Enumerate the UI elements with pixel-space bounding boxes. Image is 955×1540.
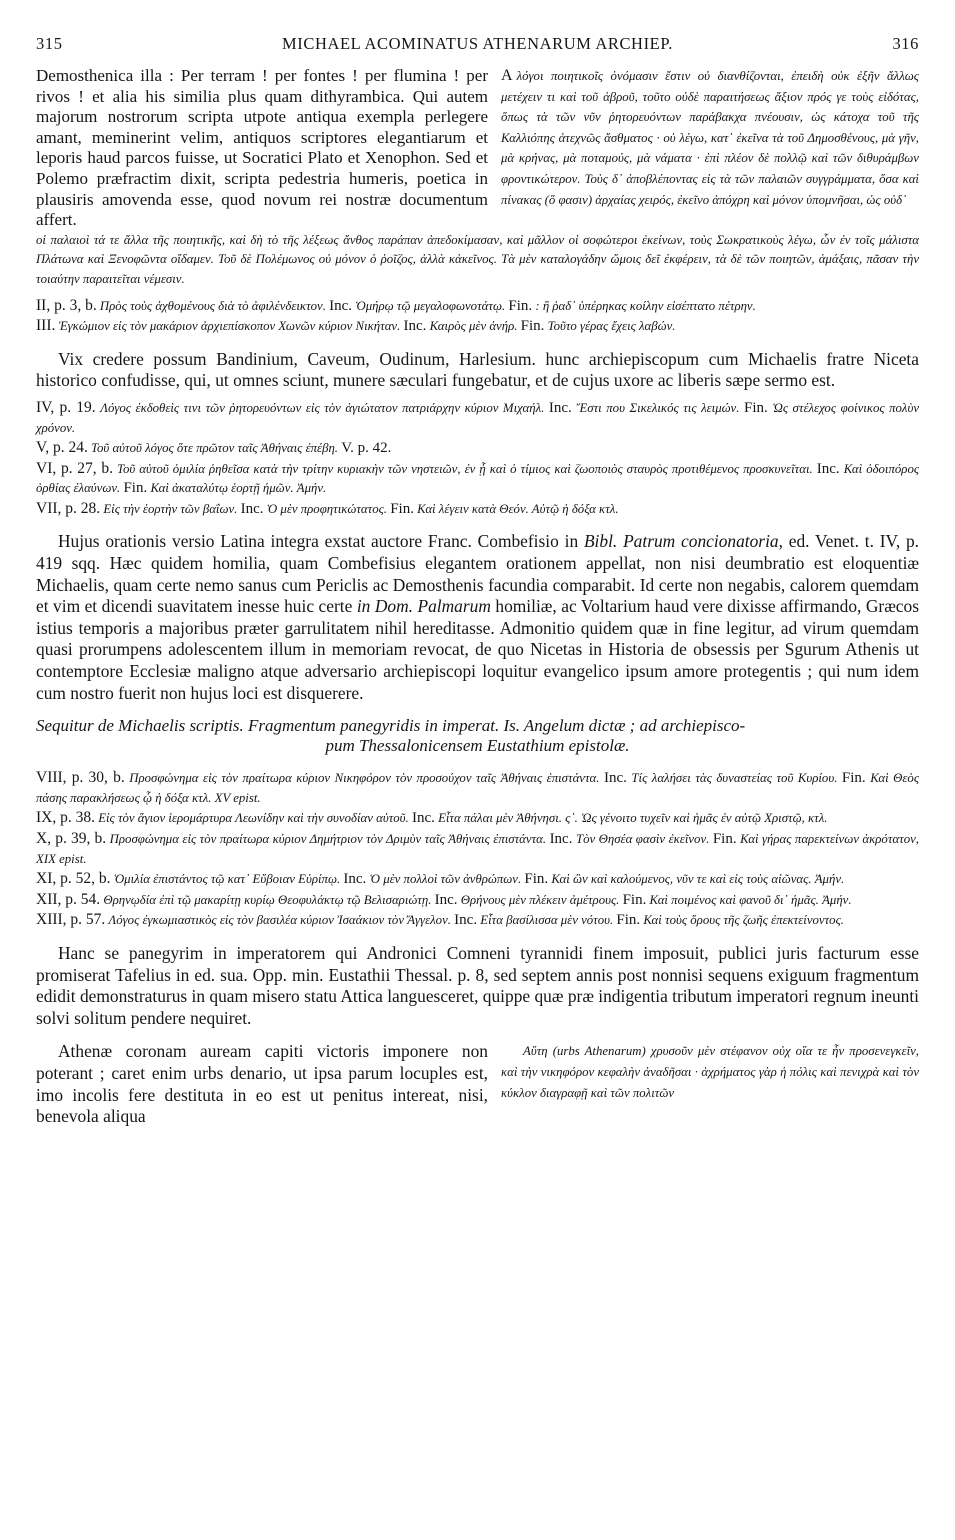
entry-finis: : ἢ ῥαδ᾽ ὑπέρηκας κοίλην εἰσέπτατο πέτρην. (535, 298, 756, 313)
catalog-entry (36, 890, 919, 911)
entry-reference: VI, p. 27, b. (36, 459, 113, 477)
entry-cross-reference: V. p. 42. (341, 440, 392, 457)
section-heading (36, 716, 919, 756)
greek-text-top-body: λόγοι ποιητικοῖς ὀνόμασιν ἔστιν οὐ διανθίζονται, ἐπειδὴ οὐκ ἐξῆν ἄλλως μετέχειν τι καὶ τοῦ ἁβροῦ, τοῦτο οὐδὲ παραιτήσεως ἄξιον πρός γε τοὺς εἰδότας, ὅπως τὰ τῶν νῦν ῥητορευόντων παράβακχα πνέουσιν, ὡς κάτοχα τοῦ τῆς Καλλιόπης ἀτεχνῶς ἄσθματος · οὐ λέγω, κατ᾽ ἐκεῖνα τὰ τοῦ Δημοσθένους, μὰ γῆν, μὰ κρήνας, μὰ ποταμούς, μὰ νάματα · ἐπὶ πλέον δὲ πολλῷ καὶ τῶν διθυράμβων φροντικώτερον. Τοὺς δ᾽ ἀποβλέποντας εἰς τὰ τῶν παλαιῶν συγγράμματα, ὅσα καὶ πίνακας (ὅ φασιν) ἀρχαίας χειρός, ἐκεῖνο ἀπόχρη καὶ μόνον ὑπομνῆσαι, ὡς οὐδ᾽ (501, 69, 919, 207)
hujus-text-3: homiliæ, ac Voltarium haud vere dixisse affirmando, Græcos istius temporis a majoribus præter garrulitatem nihil hereditasse. Admonitio quidem quæ in fine legitur, ad virum quemdam quasi prorumpens adolescentem illum in memoriam revocat, de quo Nicetas in Historia de obsessis per Sgurum Athenis ut contemptore Ecclesiæ maligno atque adversario archiepiscopi loquitur evangelico ipsum amore protegentis ; qui num idem cum nostro fuerit non hujus loci est disquerere. (36, 596, 919, 703)
greek-continuation: οἱ παλαιοὶ τά τε ἄλλα τῆς ποιητικῆς, καὶ δὴ τὸ τῆς λέξεως ἄνθος παράπαν ἀπεδοκίμασαν, καὶ μᾶλλον οἱ σοφώτεροι ἐκείνων, τοὺς Σωκρατικοὺς λέγω, ὧν ἐν τοῖς μάλιστα Πλάτωνα καὶ Ξενοφῶντα οἴδαμεν. Τοῦ δὲ Πολέμωνος οὐ μόνον ὁ ῥοῖζος, ἀλλὰ κἀκεῖνος. Τὰ μὲν καταλογάδην ὤμοις δεῖ ἐκφέρειν, τὰ δὲ τῶν ποιητῶν, ἁμάξαις, πᾶσαν τὴν τοιαύτην παραιτεῖται νέμεσιν. (36, 232, 919, 286)
entry-incipit: Καιρὸς μὲν ἀνήρ. (429, 319, 518, 334)
entry-inc-label: Inc. (434, 891, 458, 908)
greek-column-top (501, 66, 919, 210)
entry-greek-title: Προσφώνημα εἰς τὸν πραίτωρα κύριον Δημήτριον τὸν Δριμὺν ταῖς Ἀθήναις ἐπιστάντα. (109, 832, 547, 846)
catalog-entry (36, 808, 919, 829)
entry-finis: Καὶ λέγειν κατὰ Θεόν. Αὐτῷ ἡ δόξα κτλ. (417, 501, 619, 516)
entry-reference: VII, p. 28. (36, 499, 101, 517)
entries-list-a (36, 296, 919, 337)
greek-text-bottom: Αὕτη (urbs Athenarum) χρυσοῦν μὲν στέφανον οὐχ οἵα τε ἦν προσενεγκεῖν, καὶ τὴν νικηφόρον κεφαλὴν ἀναδῆσαι · ἀχρήματος γὰρ ἡ πόλις καὶ πενιχρὰ καὶ τὸν κύκλον διαγραφῇ καὶ τῶν πολιτῶν (501, 1044, 919, 1100)
book-page (36, 34, 919, 1128)
entry-inc-label: Inc. (329, 297, 353, 314)
entry-incipit: Τὸν Θησέα φασὶν ἐκεῖνον. (575, 832, 710, 846)
catalog-entry (36, 499, 919, 520)
entry-incipit: Ὁμήρῳ τῷ μεγαλοφωνοτάτῳ. (355, 298, 506, 313)
entry-fin-label: Fin. (616, 912, 641, 929)
entry-greek-title: Λόγος ἐκδοθεὶς τινι τῶν ῥητορευόντων εἰς τὸν ἁγιώτατον πατριάρχην κύριον Μιχαήλ. (100, 400, 545, 415)
entry-reference: XII, p. 54. (36, 890, 101, 908)
latin-translation-bottom: Athenæ coronam auream capiti victoris imponere non poterant ; caret enim urbs denario, ut ipsa parum locuples est, imo incolis fere destituta in eo est ut penitus intereat, nisi, benevola aliqua (36, 1041, 488, 1127)
page-number-left: 315 (36, 34, 63, 53)
catalog-entry (36, 316, 919, 337)
running-title: MICHAEL ACOMINATUS ATHENARUM ARCHIEP. (281, 34, 674, 53)
entry-incipit: Ὁ μὲν προφητικώτατος. (266, 501, 387, 516)
entry-inc-label: Inc. (240, 500, 264, 517)
entry-fin-label: Fin. (744, 399, 768, 416)
entry-finis: Καὶ Θεὸς πάσης παρακλήσεως ᾧ ἡ δόξα κτλ. XV epist. (36, 771, 920, 805)
entries-list-b (36, 398, 919, 520)
entries-list-c (36, 768, 919, 931)
entry-finis: Καὶ γήρας παρεκτείνων ἀκρότατον, XIX epist. (36, 832, 919, 866)
entry-inc-label: Inc. (603, 770, 627, 787)
catalog-entry (36, 296, 919, 317)
entry-incipit: Θρήνους μὲν πλέκειν ἀμέτρους. (460, 892, 620, 907)
entry-finis: Καὶ ὢν καὶ καλούμενος, νῦν τε καὶ εἰς τοὺς αἰῶνας. Ἀμήν. (551, 872, 845, 887)
entry-reference: V, p. 24. (36, 439, 88, 457)
entry-inc-label: Inc. (816, 460, 840, 477)
entry-inc-label: Inc. (454, 912, 478, 929)
entry-fin-label: Fin. (123, 480, 148, 497)
hujus-italic-dom-palmarum: in Dom. Palmarum (356, 596, 491, 617)
entry-fin-label: Fin. (712, 831, 737, 847)
hujus-italic-bibl: Bibl. Patrum concionatoria (583, 531, 779, 552)
catalog-entry (36, 438, 919, 459)
entry-finis: Ὡς γένοιτο τυχεῖν καὶ ἡμᾶς ἐν αὐτῷ Χριστῷ, κτλ. (581, 811, 828, 826)
catalog-entry (36, 398, 919, 438)
catalog-entry (36, 829, 919, 869)
catalog-entry (36, 768, 919, 808)
entry-reference: X, p. 39, b. (36, 830, 107, 847)
margin-letter-marker: A (501, 67, 513, 84)
page-number-right: 316 (892, 34, 919, 53)
entry-fin-label: Fin. (390, 500, 414, 517)
section-heading-line-2: pum Thessalonicensem Eustathium epistolæ. (325, 736, 630, 756)
latin-column-bottom (36, 1041, 488, 1127)
paragraph-hujus (36, 531, 919, 704)
catalog-entry (36, 459, 919, 499)
hujus-text-2: , ed. Venet. t. IV, p. 419 sqq. Hæc quidem homilia, quam Combefisius elegantem orationem appellat, non nisi deumbratio est eloquentiæ Michaelis, quam certe nemo sanus cum Periclis ac Demosthenis facundia comparabit. Id certe non negabis, calorem quemdam et vim et dicendi suavitatem inesse huic certe (36, 531, 920, 617)
greek-column-bottom (501, 1041, 919, 1103)
section-heading-line-1: Sequitur de Michaelis scriptis. Fragmentum panegyridis in imperat. Is. Angelum dictæ ; ad archiepisco- (36, 716, 746, 736)
entry-reference: XI, p. 52, b. (36, 870, 111, 888)
entry-fin-label: Fin. (520, 318, 545, 335)
entry-finis: Καὶ ποιμένος καὶ φανοῦ δι᾽ ἡμᾶς. Ἀμήν. (649, 892, 852, 907)
entry-greek-title: Εἰς τὴν ἑορτὴν τῶν βαΐων. (103, 501, 238, 516)
latin-column-top (36, 66, 488, 231)
running-header (36, 34, 919, 66)
entry-finis: Ὡς στέλεχος φοίνικος πολὺν χρόνον. (36, 400, 920, 435)
entry-finis: Καὶ ἀκαταλύτῳ ἑορτῇ ἡμῶν. Ἀμήν. (150, 481, 327, 496)
entry-incipit: Τίς λαλήσει τὰς δυναστείας τοῦ Κυρίου. (631, 771, 838, 786)
entry-incipit: Καὶ ὁδοιπόρος ὀρθίας ἐλαύνων. (36, 461, 920, 496)
greek-text-top (501, 66, 919, 210)
entry-incipit: Ἔστι που Σικελικός τις λειμών. (576, 400, 740, 415)
entry-reference: II, p. 3, b. (36, 296, 97, 314)
entry-greek-title: Τοῦ αὐτοῦ λόγος ὅτε πρῶτον ταῖς Ἀθήναις ἐπέβη. (91, 441, 338, 456)
entry-greek-title: Λόγος ἐγκωμιαστικὸς εἰς τὸν βασιλέα κύριον Ἰσαάκιον τὸν Ἄγγελον. (108, 913, 451, 928)
entry-reference: XIII, p. 57. (36, 911, 106, 929)
catalog-entry (36, 910, 919, 931)
entry-fin-label: Fin. (524, 871, 549, 888)
entry-finis: Τοῦτο γέρας ἔχεις λαβών. (547, 319, 676, 334)
paragraph-vix: Vix credere possum Bandinium, Caveum, Oudinum, Harlesium. hunc archiepiscopum cum Michaelis fratre Niceta historico confudisse, qui, ut omnes sciunt, munere sæculari fungebatur, et de cujus uxore ac liberis sæpe sermo est. (36, 348, 919, 391)
entry-greek-title: Πρὸς τοὺς ἀχθομένους διὰ τὸ ἀφιλένδεικτον. (99, 298, 326, 313)
entry-fin-label: Fin. (508, 297, 533, 314)
entry-inc-label: Inc. (548, 399, 572, 416)
entry-greek-title: Θρηνῳδία ἐπὶ τῷ μακαρίτῃ κυρίῳ Θεοφυλάκτῳ τῷ Βελισαριώτῃ. (103, 892, 432, 907)
entry-incipit: Εἶτα πάλαι μὲν Ἀθήνησι. ς᾽. (438, 811, 578, 826)
paragraph-hanc: Hanc se panegyrim in imperatorem qui Andronici Comneni tyrannidi finem imposuit, publici juris facturum esse promiserat Tafelius in ed. sua. Opp. min. Eustathii Thessal. p. 8, sed septem annis post nonnisi sequens exiguum fragmentum edidit demonstraturus in quam misero statu Attica languesceret, quippe quæ præ indigentia tributum imperatori regnum ineunti solvi solitum pendere nequiret. (36, 942, 919, 1028)
entry-reference: IX, p. 38. (36, 809, 95, 827)
catalog-entry (36, 869, 919, 890)
bottom-two-column-block (36, 1041, 919, 1127)
entry-greek-title: Τοῦ αὐτοῦ ὁμιλία ῥηθεῖσα κατὰ τὴν τρίτην κυριακὴν τῶν νηστειῶν, ἐν ᾗ καὶ ὁ τίμιος καὶ ζωοποιὸς σταυρὸς προτιθέμενος προσκυνεῖται. (117, 461, 813, 476)
entry-greek-title: Ἐγκώμιον εἰς τὸν μακάριον ἀρχιεπίσκοπον Χωνῶν κύριον Νικήταν. (58, 319, 401, 334)
entry-finis: Καὶ τοὺς ὅρους τῆς ζωῆς ἐπεκτείνοντος. (643, 913, 844, 928)
entry-fin-label: Fin. (841, 770, 866, 787)
entry-inc-label: Inc. (403, 318, 427, 335)
entry-inc-label: Inc. (549, 831, 573, 847)
entry-greek-title: Προσφώνημα εἰς τὸν πραίτωρα κύριον Νικηφόρον τὸν προσούχον ταῖς Ἀθήναις ἐπιστάντα. (129, 771, 600, 786)
entry-incipit: Ὁ μὲν πολλοὶ τῶν ἀνθρώπων. (369, 872, 522, 887)
entry-reference: VIII, p. 30, b. (36, 769, 125, 787)
entry-inc-label: Inc. (343, 871, 367, 888)
entry-inc-label: Inc. (411, 810, 435, 827)
entry-incipit: Εἶτα βασίλισσα μὲν νότου. (480, 913, 614, 928)
entry-reference: IV, p. 19. (36, 398, 96, 416)
hujus-text-1: Hujus orationis versio Latina integra exstat auctore Franc. Combefisio in (58, 531, 584, 552)
entry-greek-title: Ὁμιλία ἐπιστάντος τῷ κατ᾽ Εὔβοιαν Εὐρίπῳ. (113, 872, 341, 887)
latin-translation-top: Demosthenica illa : Per terram ! per fontes ! per flumina ! per rivos ! et alia his similia plus quam dithyrambica. Qui autem majorum nostrorum scripta utpote antiqua exempla perlegere amant, meminerint velim, antiquos scriptores elegantiarum et leporis haud parcos fuisse, ut Socratici Plato et Xenophon. Sed et Polemo præfractim dixit, scripta pedestria humeris, poetica in plausiris amovenda esse, quod novum rei nostræ documentum affert. (36, 66, 488, 230)
entry-greek-title: Εἰς τὸν ἅγιον ἱερομάρτυρα Λεωνίδην καὶ τὴν συνοδίαν αὐτοῦ. (98, 811, 409, 826)
top-two-column-block (36, 66, 919, 231)
entry-reference: III. (36, 317, 56, 335)
entry-fin-label: Fin. (622, 891, 647, 908)
